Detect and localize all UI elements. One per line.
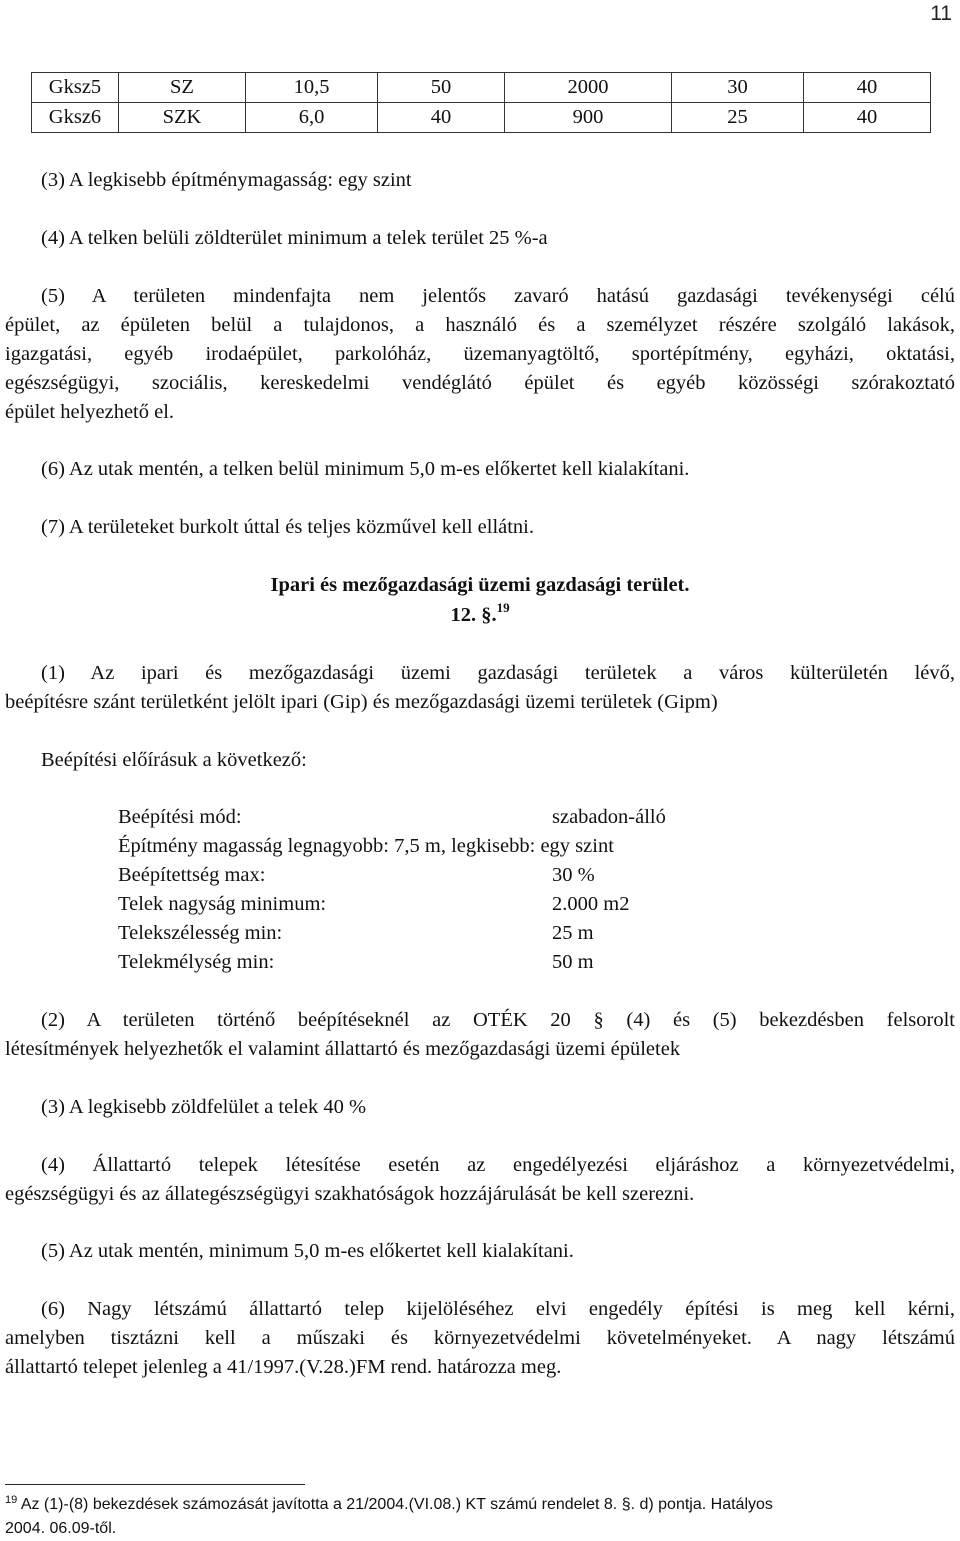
table-cell: 40 <box>804 103 931 133</box>
spec-label: Beépítési mód: <box>118 806 242 828</box>
spec-value: 25 m <box>552 922 594 944</box>
paragraph-line: állattartó telepet jelenleg a 41/1997.(V.28.)FM rend. határozza meg. <box>5 1356 562 1378</box>
paragraph-front-garden: (6) Az utak mentén, a telken belül minimum 5,0 m-es előkertet kell kialakítani. <box>41 458 690 480</box>
table-cell: 50 <box>378 73 505 103</box>
paragraph-line: igazgatási, egyéb irodaépület, parkolóház, üzemanyagtöltő, sportépítmény, egyházi, oktatási, <box>5 343 955 365</box>
table-cell: Gksz5 <box>32 73 119 103</box>
paragraph-line: beépítésre szánt területként jelölt ipari (Gip) és mezőgazdasági üzemi területek (Gipm) <box>5 691 718 713</box>
spec-label: Telek nagyság minimum: <box>118 893 327 915</box>
paragraph-line: épület, az épületen belül a tulajdonos, a használó és a személyzet részére szolgáló lakások, <box>5 314 955 336</box>
paragraph-front-garden-2: (5) Az utak mentén, minimum 5,0 m-es előkertet kell kialakítani. <box>41 1240 574 1262</box>
section-title: Ipari és mezőgazdasági üzemi gazdasági terület. <box>270 574 690 596</box>
paragraph-line: (1) Az ipari és mezőgazdasági üzemi gazdasági területek a város külterületén lévő, <box>41 662 955 684</box>
paragraph-line: épület helyezhető el. <box>5 401 175 423</box>
table-cell: 2000 <box>505 73 672 103</box>
table-row <box>32 73 931 103</box>
footnote-number: 19 <box>5 1494 18 1506</box>
table-cell: 30 <box>672 73 804 103</box>
paragraph-line: egészségügyi és az állategészségügyi szakhatóságok hozzájárulását be kell szerezni. <box>5 1183 695 1205</box>
paragraph-line: (6) Nagy létszámú állattartó telep kijelöléséhez elvi engedély építési is meg kell kérni, <box>41 1298 955 1320</box>
spec-value: 30 % <box>552 864 595 886</box>
table-cell: SZ <box>119 73 246 103</box>
spec-label: Telekmélység min: <box>118 951 275 973</box>
rules-intro: Beépítési előírásuk a következő: <box>41 749 307 771</box>
paragraph-utilities: (7) A területeket burkolt úttal és teljes közművel kell ellátni. <box>41 516 535 538</box>
spec-label: Építmény magasság legnagyobb: 7,5 m, legkisebb: egy szint <box>118 835 614 857</box>
spec-value: szabadon-álló <box>552 806 666 828</box>
footnote-reference: 19 <box>496 600 510 615</box>
paragraph-line: (2) A területen történő beépítéseknél az OTÉK 20 § (4) és (5) bekezdésben felsorolt <box>41 1009 955 1031</box>
page-number: 11 <box>930 2 952 25</box>
table-cell: 25 <box>672 103 804 133</box>
table-cell: Gksz6 <box>32 103 119 133</box>
paragraph-line: egészségügyi, szociális, kereskedelmi vendéglátó épület és egyéb közösségi szórakoztató <box>5 372 955 394</box>
paragraph-line: (4) Állattartó telepek létesítése esetén az engedélyezési eljáráshoz a környezetvédelmi, <box>41 1154 955 1176</box>
table-cell: SZK <box>119 103 246 133</box>
paragraph-line: amelyben tisztázni kell a műszaki és környezetvédelmi követelményeket. A nagy létszámú <box>5 1327 955 1349</box>
footnote-line: 2004. 06.09-től. <box>5 1520 117 1537</box>
spec-value: 50 m <box>552 951 594 973</box>
spec-value: 2.000 m2 <box>552 893 630 915</box>
table-cell: 900 <box>505 103 672 133</box>
table-cell: 6,0 <box>246 103 378 133</box>
footnote-line <box>5 1493 955 1517</box>
table-cell: 40 <box>804 73 931 103</box>
paragraph-line: (5) A területen mindenfajta nem jelentős zavaró hatású gazdasági tevékenységi célú <box>41 285 955 307</box>
section-number <box>0 601 960 630</box>
spec-label: Beépítettség max: <box>118 864 266 886</box>
paragraph-green-min: (3) A legkisebb zöldfelület a telek 40 % <box>41 1096 367 1118</box>
table-row <box>32 103 931 133</box>
table-cell: 10,5 <box>246 73 378 103</box>
paragraph-line: létesítmények helyezhetők el valamint állattartó és mezőgazdasági üzemi épületek <box>5 1038 681 1060</box>
paragraph-min-height: (3) A legkisebb építménymagasság: egy szint <box>41 169 412 191</box>
paragraph-green-area: (4) A telken belüli zöldterület minimum a telek terület 25 %-a <box>41 227 548 249</box>
spec-label: Telekszélesség min: <box>118 922 283 944</box>
table-cell: 40 <box>378 103 505 133</box>
footnote-divider <box>5 1484 305 1485</box>
section-number-text: 12. §. <box>450 604 497 626</box>
footnote-text: Az (1)-(8) bekezdések számozását javította a 21/2004.(VI.08.) KT számú rendelet 8. §. d) pontja. Hatályos <box>20 1496 773 1513</box>
zone-parameters-table <box>31 72 931 133</box>
